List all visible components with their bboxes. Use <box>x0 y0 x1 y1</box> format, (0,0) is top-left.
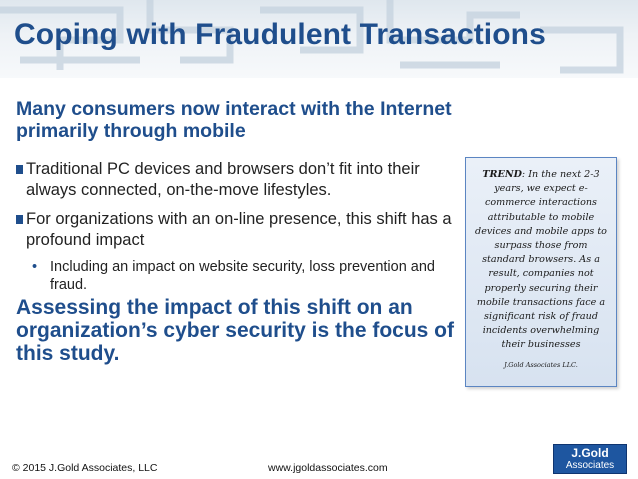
slide-title: Coping with Fraudulent Transactions <box>14 18 546 51</box>
trend-text-block <box>466 158 616 353</box>
square-bullet-icon <box>16 215 23 224</box>
bullet-item <box>16 209 466 251</box>
logo-line-1: J.Gold <box>571 446 609 460</box>
sub-bullet-text: Including an impact on website security, loss prevention and fraud. <box>50 259 436 293</box>
square-bullet-icon <box>16 165 23 174</box>
dot-bullet-icon: • <box>32 259 38 275</box>
trend-text: : In the next 2-3 years, we expect e-commerce interactions attributable to mobile devices and mobile apps to surpass those from standard browsers. As a result, companies not properly securing their mobile transactions face a significant risk of fraud incidents overwhelming their businesses <box>475 169 607 351</box>
logo-line-2: Associates <box>565 460 615 471</box>
title-banner <box>0 0 638 78</box>
footer-copyright: © 2015 J.Gold Associates, LLC <box>12 462 158 474</box>
bullet-item <box>16 159 466 201</box>
trend-callout-box <box>465 157 617 387</box>
conclusion-heading: Assessing the impact of this shift on an organization’s cyber security is the focus of this study. <box>16 296 454 365</box>
sub-bullet-item <box>32 258 456 294</box>
trend-credit: J.Gold Associates LLC. <box>504 360 578 369</box>
company-logo <box>553 444 627 474</box>
bullet-text: For organizations with an on-line presence, this shift has a profound impact <box>26 210 452 249</box>
main-heading: Many consumers now interact with the Internet primarily through mobile <box>16 98 452 142</box>
trend-label: TREND <box>482 169 522 180</box>
footer-website: www.jgoldassociates.com <box>268 462 388 474</box>
bullet-text: Traditional PC devices and browsers don’t fit into their always connected, on-the-move lifestyles. <box>26 160 420 199</box>
